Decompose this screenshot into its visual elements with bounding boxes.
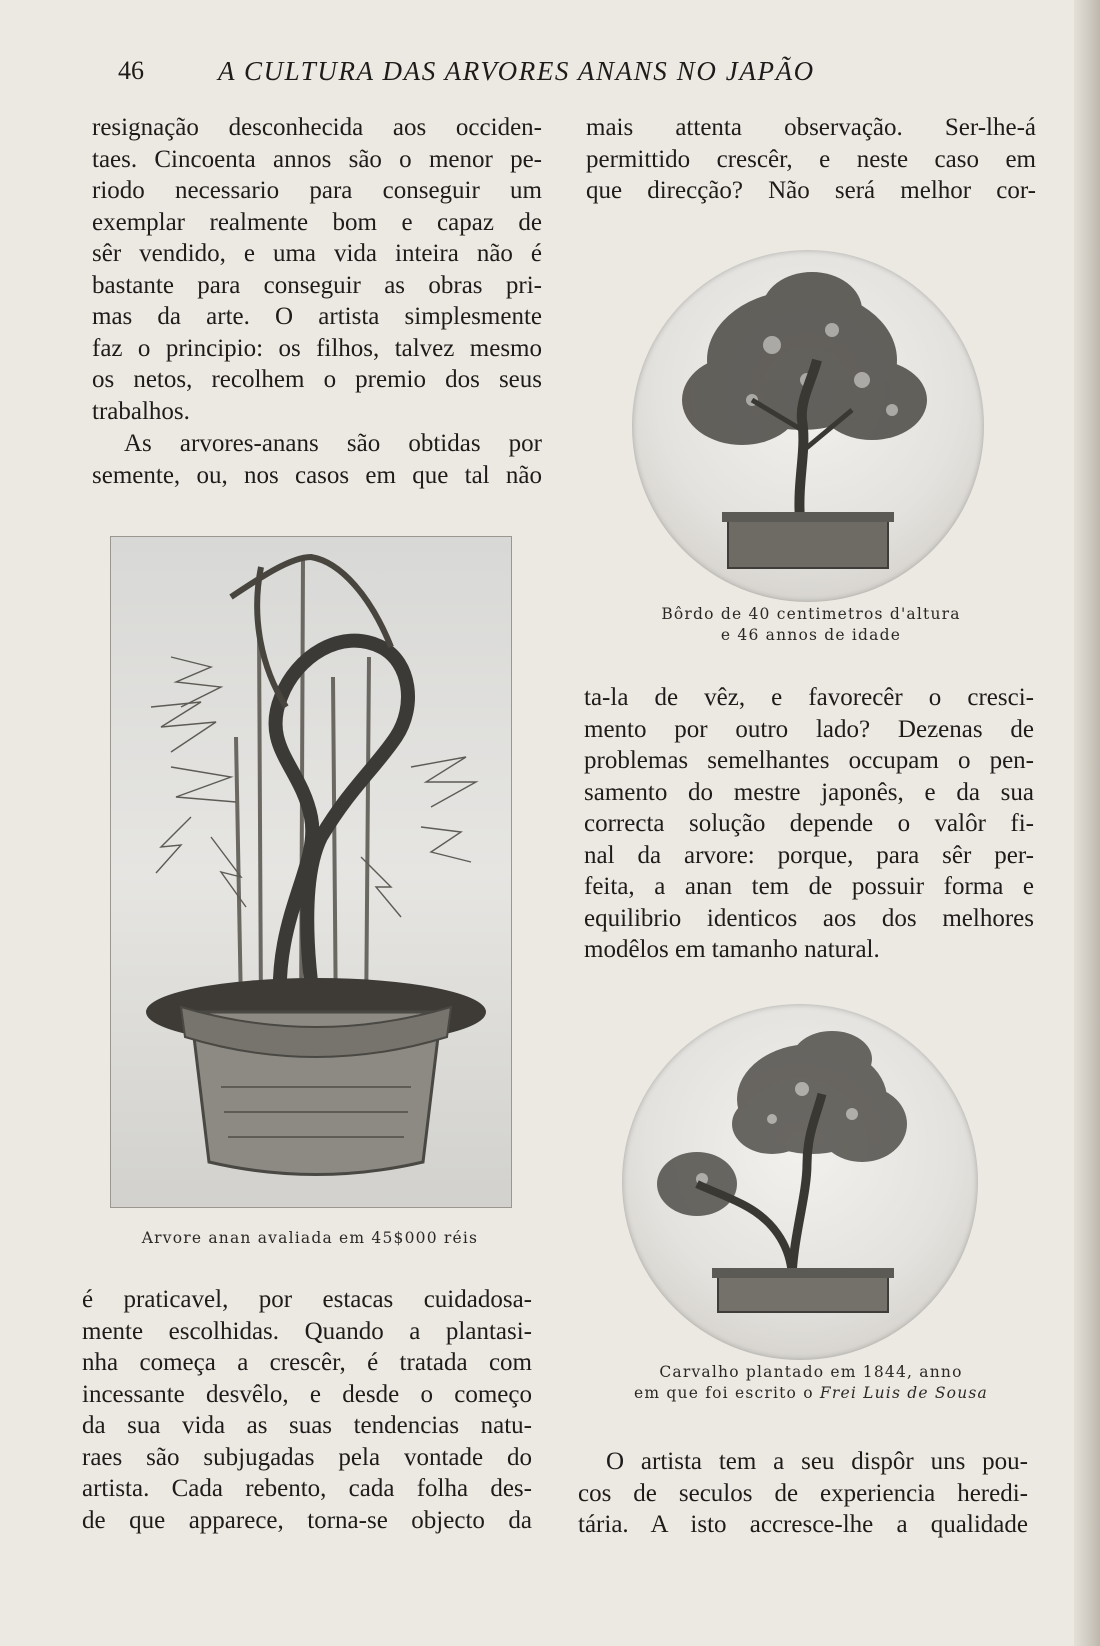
text-line: mas da arte. O artista simplesmente bbox=[92, 303, 542, 330]
right-paragraph-3 bbox=[578, 1446, 1028, 1541]
book-spine-shadow bbox=[1074, 0, 1100, 1646]
text-line: samento do mestre japonês, e da sua bbox=[584, 778, 1034, 806]
text-line: O artista tem a seu dispôr uns pou- bbox=[606, 1448, 1028, 1475]
potted-tree-caption bbox=[110, 1228, 510, 1249]
potted-tree-illustration bbox=[111, 537, 511, 1207]
text-line: riodo necessario para conseguir um bbox=[92, 177, 542, 204]
book-title: Frei Luis de Sousa bbox=[819, 1384, 988, 1402]
text-line: incessante desvêlo, e desde o começo bbox=[82, 1380, 532, 1408]
text-line: trabalhos. bbox=[92, 397, 190, 425]
text-line: raes são subjugadas pela vontade do bbox=[82, 1443, 532, 1471]
maple-bonsai-photo bbox=[632, 250, 984, 602]
text-line: cos de seculos de experiencia heredi- bbox=[578, 1479, 1028, 1507]
caption-line: Arvore anan avaliada em 45$000 réis bbox=[141, 1229, 479, 1247]
caption-line bbox=[586, 1383, 1036, 1404]
running-title: A CULTURA DAS ARVORES ANANS NO JAPÃO bbox=[218, 56, 815, 86]
caption-line: Carvalho plantado em 1844, anno bbox=[659, 1363, 963, 1381]
page-header bbox=[0, 56, 1100, 90]
potted-tree-photo bbox=[110, 536, 512, 1208]
text-line: resignação desconhecida aos occiden- bbox=[92, 114, 542, 141]
left-paragraph-3 bbox=[82, 1284, 532, 1536]
text-line: da sua vida as suas tendencias natu- bbox=[82, 1412, 532, 1439]
text-line: modêlos em tamanho natural. bbox=[584, 936, 880, 963]
text-line: permittido crescêr, e neste caso em bbox=[586, 145, 1036, 173]
text-line: sêr vendido, e uma vida inteira não é bbox=[92, 240, 542, 267]
text-line: semente, ou, nos casos em que tal não bbox=[92, 461, 542, 489]
text-line: tária. A isto accresce-lhe a qualidade bbox=[578, 1511, 1028, 1538]
page-number: 46 bbox=[118, 56, 144, 85]
text-line: mente escolhidas. Quando a plantasi- bbox=[82, 1317, 532, 1345]
text-line: os netos, recolhem o premio dos seus bbox=[92, 366, 542, 393]
caption-text: em que foi escrito o bbox=[634, 1384, 820, 1402]
text-line: nal da arvore: porque, para sêr per- bbox=[584, 841, 1034, 869]
oak-bonsai-photo bbox=[622, 1004, 978, 1360]
text-line: artista. Cada rebento, cada folha des- bbox=[82, 1475, 532, 1502]
left-paragraph-1 bbox=[92, 112, 542, 427]
caption-line: e 46 annos de idade bbox=[720, 626, 902, 644]
right-paragraph-1 bbox=[586, 112, 1036, 207]
text-line: exemplar realmente bom e capaz de bbox=[92, 208, 542, 236]
text-line: nha começa a crescêr, é tratada com bbox=[82, 1349, 532, 1376]
text-line: é praticavel, por estacas cuidadosa- bbox=[82, 1286, 532, 1313]
text-line: de que apparece, torna-se objecto da bbox=[82, 1506, 532, 1534]
text-line: problemas semelhantes occupam o pen- bbox=[584, 747, 1034, 774]
oak-caption bbox=[586, 1362, 1036, 1404]
text-line: feita, a anan tem de possuir forma e bbox=[584, 873, 1034, 900]
oak-bonsai-illustration bbox=[622, 1004, 978, 1360]
text-line: mais attenta observação. Ser-lhe-á bbox=[586, 114, 1036, 141]
text-line: ta-la de vêz, e favorecêr o cresci- bbox=[584, 684, 1034, 711]
text-line: equilibrio identicos aos dos melhores bbox=[584, 904, 1034, 932]
text-line: mento por outro lado? Dezenas de bbox=[584, 715, 1034, 743]
right-paragraph-2 bbox=[584, 682, 1034, 966]
caption-line: Bôrdo de 40 centimetros d'altura bbox=[661, 605, 961, 623]
text-line: que direcção? Não será melhor cor- bbox=[586, 177, 1036, 204]
text-line: taes. Cincoenta annos são o menor pe- bbox=[92, 145, 542, 173]
text-line: bastante para conseguir as obras pri- bbox=[92, 271, 542, 299]
maple-bonsai-illustration bbox=[632, 250, 984, 602]
maple-caption bbox=[586, 604, 1036, 646]
text-line: correcta solução depende o valôr fi- bbox=[584, 810, 1034, 837]
left-paragraph-2 bbox=[92, 428, 542, 491]
text-line: faz o principio: os filhos, talvez mesmo bbox=[92, 334, 542, 362]
text-line: As arvores-anans são obtidas por bbox=[124, 430, 542, 457]
